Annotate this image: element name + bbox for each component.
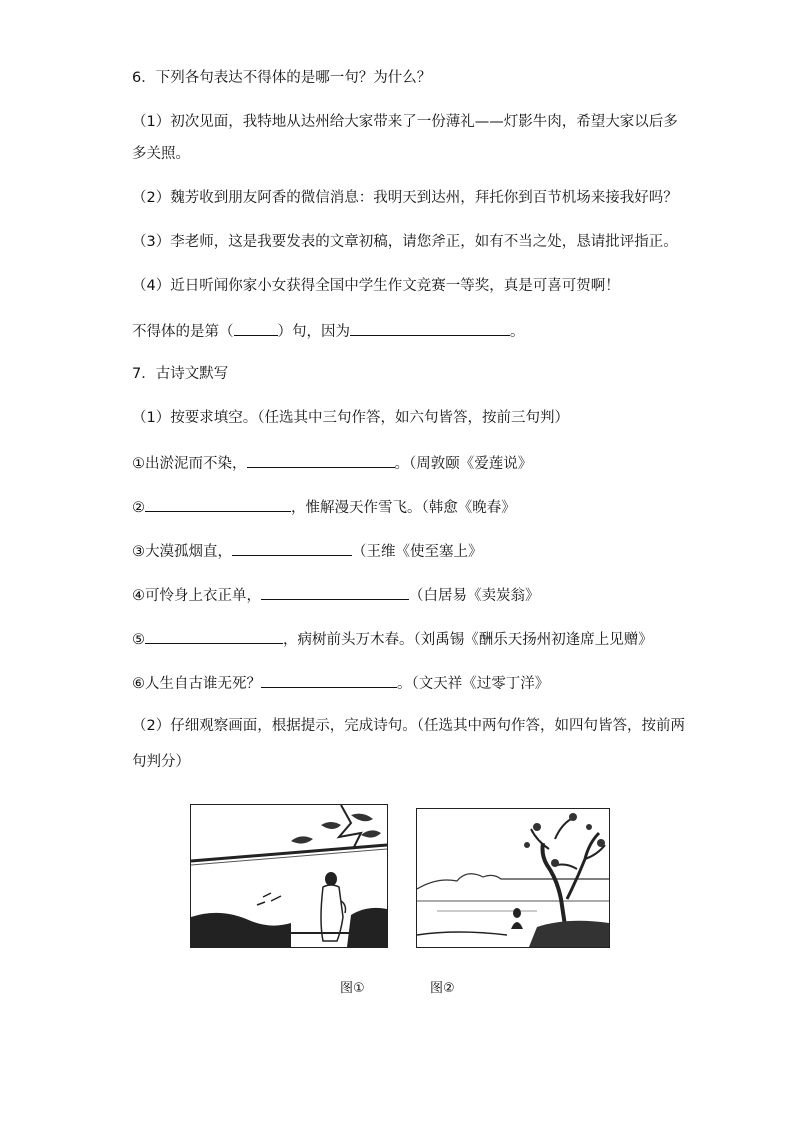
poem-item-4 [132, 584, 540, 606]
figure-2-drawing [417, 809, 609, 947]
poem-item-3-source: （王维《使至塞上》 [352, 544, 483, 560]
poem-blank-2[interactable] [145, 496, 291, 512]
poem-blank-3[interactable] [232, 540, 352, 556]
q6-sentence-2: （2）魏芳收到朋友阿香的微信消息：我明天到达州，拜托你到百节机场来接我好吗？ [132, 190, 678, 206]
poem-item-2 [132, 496, 516, 518]
figure-2-image [416, 808, 610, 948]
q6-sentence-1b: 多关照。 [132, 146, 190, 162]
poem-blank-1[interactable] [247, 452, 395, 468]
poem-item-2-number: ② [132, 500, 145, 516]
q6-answer-suffix: 。 [510, 324, 525, 340]
poem-item-3 [132, 540, 483, 562]
q6-sentence-4: （4）近日听闻你家小女获得全国中学生作文竞赛一等奖，真是可喜可贺啊！ [132, 278, 620, 294]
poem-blank-5[interactable] [145, 628, 283, 644]
poem-blank-6[interactable] [261, 672, 397, 688]
poem-item-5-text: ，病树前头万木春。（刘禹锡《酬乐天扬州初逢席上见赠》 [283, 632, 653, 648]
poem-item-2-text: ，惟解漫天作雪飞。（韩愈《晚春》 [291, 500, 516, 516]
figure-1-image [190, 804, 388, 948]
q7-part2-intro-b: 句判分） [132, 754, 190, 770]
figure-2-caption: 图② [430, 981, 455, 996]
poem-item-1 [132, 452, 532, 474]
poem-item-3-text: ③大漠孤烟直， [132, 544, 232, 560]
q6-title: 6．下列各句表达不得体的是哪一句？为什么？ [132, 70, 432, 86]
q6-answer-line [132, 320, 525, 342]
q6-sentence-1a: （1）初次见面，我特地从达州给大家带来了一份薄礼——灯影牛肉，希望大家以后多 [132, 114, 678, 130]
poem-item-4-source: （白居易《卖炭翁》 [409, 588, 540, 604]
q6-answer-middle: ）句，因为 [277, 324, 350, 340]
poem-item-5 [132, 628, 653, 650]
q7-title: 7．古诗文默写 [132, 366, 229, 382]
q7-part1-intro: （1）按要求填空。（任选其中三句作答，如六句皆答，按前三句判） [132, 410, 569, 426]
figure-1-caption: 图① [340, 981, 365, 996]
poem-item-6-text: ⑥人生自古谁无死？ [132, 676, 261, 692]
poem-item-1-text: ①出淤泥而不染， [132, 456, 247, 472]
poem-item-5-number: ⑤ [132, 632, 145, 648]
poem-blank-4[interactable] [261, 584, 409, 600]
q6-answer-prefix: 不得体的是第（ [132, 324, 234, 340]
figure-1-drawing [191, 805, 387, 947]
answer-blank-number[interactable] [234, 320, 278, 336]
q7-part2-intro-a: （2）仔细观察画面，根据提示，完成诗句。（任选其中两句作答，如四句皆答，按前两 [132, 718, 685, 734]
answer-blank-reason[interactable] [350, 320, 510, 336]
poem-item-1-source: 。（周敦颐《爱莲说》 [394, 456, 533, 472]
poem-item-6-source: 。（文天祥《过零丁洋》 [397, 676, 550, 692]
q6-sentence-3: （3）李老师，这是我要发表的文章初稿，请您斧正，如有不当之处，恳请批评指正。 [132, 234, 678, 250]
poem-item-4-text: ④可怜身上衣正单， [132, 588, 261, 604]
poem-item-6 [132, 672, 549, 694]
